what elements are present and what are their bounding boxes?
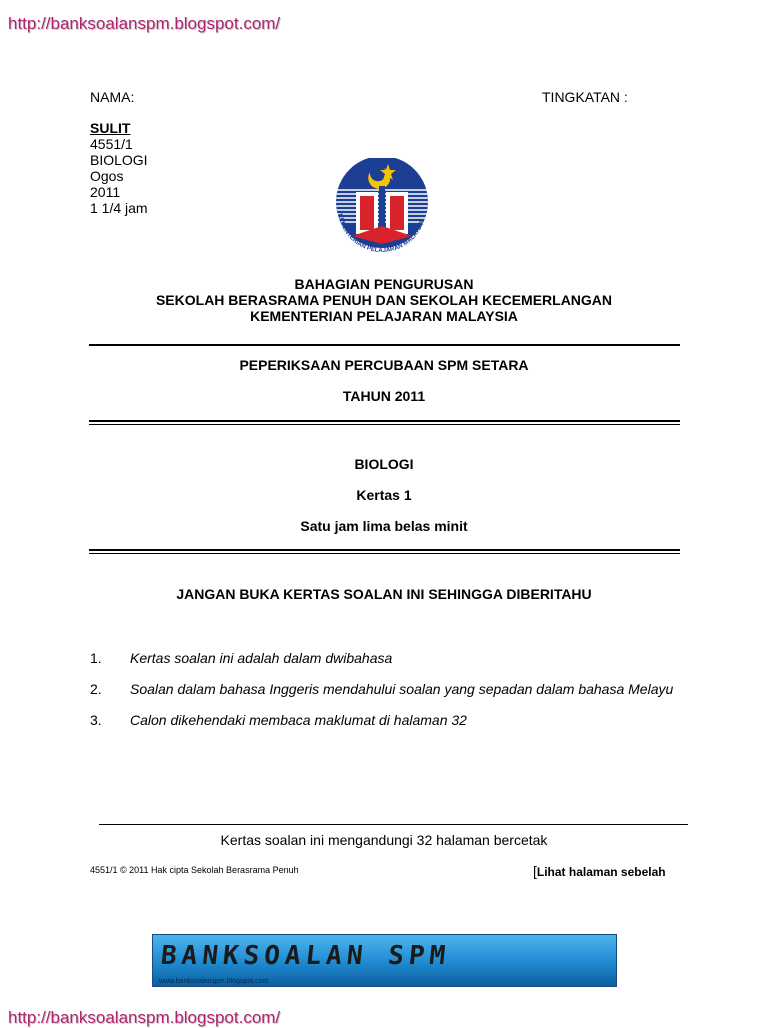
logo-ring-text: KEMENTERIAN PELAJARAN MALAYSIA [336, 213, 426, 255]
item-number: 2. [90, 681, 102, 697]
nama-label: NAMA: [90, 89, 135, 105]
list-item [90, 712, 673, 743]
exam-year: TAHUN 2011 [342, 388, 426, 404]
banksoalan-banner[interactable] [152, 934, 617, 987]
org-line1: BAHAGIAN PENGURUSAN [294, 276, 474, 292]
org-line3: KEMENTERIAN PELAJARAN MALAYSIA [250, 308, 518, 324]
kpm-logo-icon [330, 158, 434, 262]
paper-code: 4551/1 [90, 136, 133, 152]
paper-time: Satu jam lima belas minit [300, 518, 468, 534]
banner-title: BANKSOALAN SPM [159, 941, 452, 971]
bracket: [ [533, 863, 537, 879]
next-page-note [533, 863, 666, 879]
divider [89, 344, 680, 346]
instruction-list [90, 650, 673, 743]
organization-header [0, 276, 768, 324]
copyright-text: 4551/1 © 2011 Hak cipta Sekolah Berasrama Penuh [90, 865, 299, 875]
page-count: Kertas soalan ini mengandungi 32 halaman bercetak [220, 832, 548, 848]
paper-subject: BIOLOGI [90, 152, 148, 168]
warning-text: JANGAN BUKA KERTAS SOALAN INI SEHINGGA DIBERITAHU [176, 586, 592, 602]
item-number: 3. [90, 712, 102, 728]
item-number: 1. [90, 650, 102, 666]
paper-duration: 1 1/4 jam [90, 200, 148, 216]
footer-divider [99, 824, 688, 825]
org-line2: SEKOLAH BERASRAMA PENUH DAN SEKOLAH KECEMERLANGAN [155, 292, 613, 308]
paper-month: Ogos [90, 168, 124, 184]
banner-subtitle: www.banksoalanspm.blogspot.com [159, 978, 269, 985]
paper-kertas: Kertas 1 [356, 487, 412, 503]
exam-title: PEPERIKSAAN PERCUBAAN SPM SETARA [239, 357, 529, 373]
paper-year: 2011 [90, 184, 121, 200]
double-divider [89, 549, 680, 554]
double-divider [89, 420, 680, 425]
next-page-label: Lihat halaman sebelah [536, 865, 666, 879]
item-text: Soalan dalam bahasa Inggeris mendahului soalan yang sepadan dalam bahasa Melayu [130, 681, 674, 697]
list-item [90, 681, 673, 712]
watermark-url-top[interactable]: http://banksoalanspm.blogspot.com/ [8, 14, 281, 33]
tingkatan-label: TINGKATAN : [542, 89, 628, 105]
item-text: Calon dikehendaki membaca maklumat di halaman 32 [130, 712, 467, 728]
paper-subject-title: BIOLOGI [354, 456, 414, 472]
item-text: Kertas soalan ini adalah dalam dwibahasa [130, 650, 393, 666]
watermark-url-bottom[interactable]: http://banksoalanspm.blogspot.com/ [8, 1008, 281, 1027]
list-item [90, 650, 673, 681]
sulit-label: SULIT [90, 120, 131, 136]
paper-meta [90, 120, 148, 216]
